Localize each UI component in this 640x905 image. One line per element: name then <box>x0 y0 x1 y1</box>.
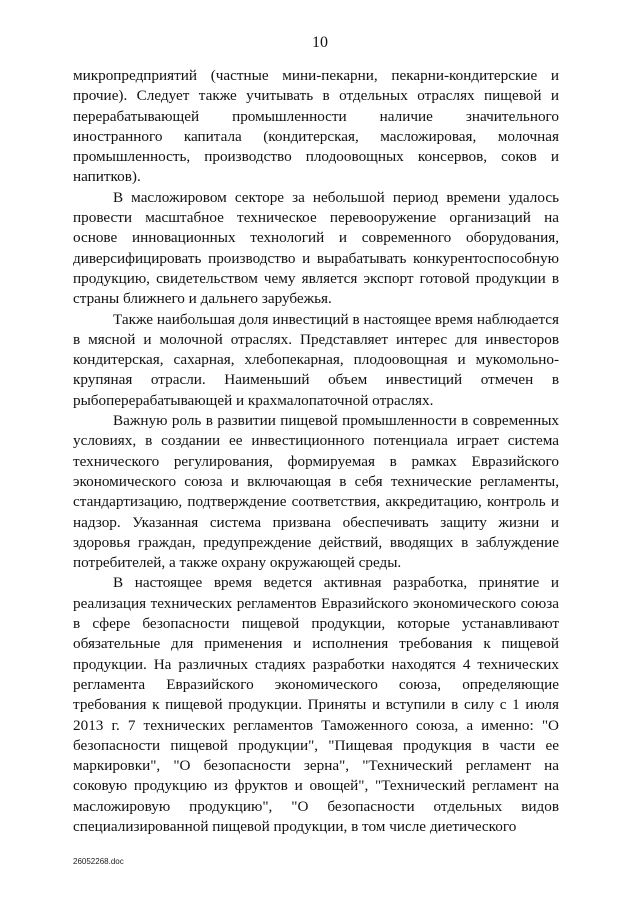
page-number: 10 <box>312 34 328 51</box>
paragraph-technical-regulation: Важную роль в развитии пищевой промышленности в современных условиях, в создании ее инвестиционного потенциала играет система технического регулирования, формируемая в рамках Евразийского экономического союза и включающая в себя технические регламенты, стандартизацию, подтверждение соответствия, аккредитацию, контроль и надзор. Указанная система призвана обеспечивать защиту жизни и здоровья граждан, предупреждение действий, вводящих в заблуждение потребителей, а также охрану окружающей среды. <box>73 412 559 572</box>
paragraph-oil-fat-sector: В масложировом секторе за небольшой период времени удалось провести масштабное техническое перевооружение организаций на основе инновационных технологий и современного оборудования, диверсифицировать производство и вырабатывать конкурентоспособную продукцию, свидетельством чему является экспорт готовой продукции в страны ближнего и дальнего зарубежья. <box>73 188 559 308</box>
paragraph-continuation: микропредприятий (частные мини-пекарни, пекарни-кондитерские и прочие). Следует также учитывать в отдельных отраслях пищевой и перерабатывающей промышленности наличие значительного иностранного капитала (кондитерская, масложировая, молочная промышленность, производство плодоовощных консервов, соков и напитков). <box>73 67 559 186</box>
footer-filename: 26052268.doc <box>73 857 124 866</box>
paragraph-investment-share: Также наибольшая доля инвестиций в настоящее время наблюдается в мясной и молочной отраслях. Представляет интерес для инвесторов кондитерская, сахарная, хлебопекарная, плодоовощная и мукомольно-крупяная отрасли. Наименьший объем инвестиций отмечен в рыбоперерабатывающей и крахмалопаточной отраслях. <box>73 310 559 409</box>
document-body <box>73 66 559 837</box>
paragraph-technical-regulations-development: В настоящее время ведется активная разработка, принятие и реализация технических регламентов Евразийского экономического союза в сфере безопасности пищевой продукции, которые устанавливают обязательные для применения и исполнения требования к пищевой продукции. На различных стадиях разработки находятся 4 технических регламента Евразийского экономического союза, определяющие требования к пищевой продукции. Приняты и вступили в силу с 1 июля 2013 г. 7 технических регламентов Таможенного союза, а именно: "О безопасности пищевой продукции", "Пищевая продукция в части ее маркировки", "О безопасности зерна", "Технический регламент на соковую продукцию из фруктов и овощей", "Технический регламент на масложировую продукцию", "О безопасности отдельных видов специализированной пищевой продукции, в том числе диетического <box>73 574 559 835</box>
